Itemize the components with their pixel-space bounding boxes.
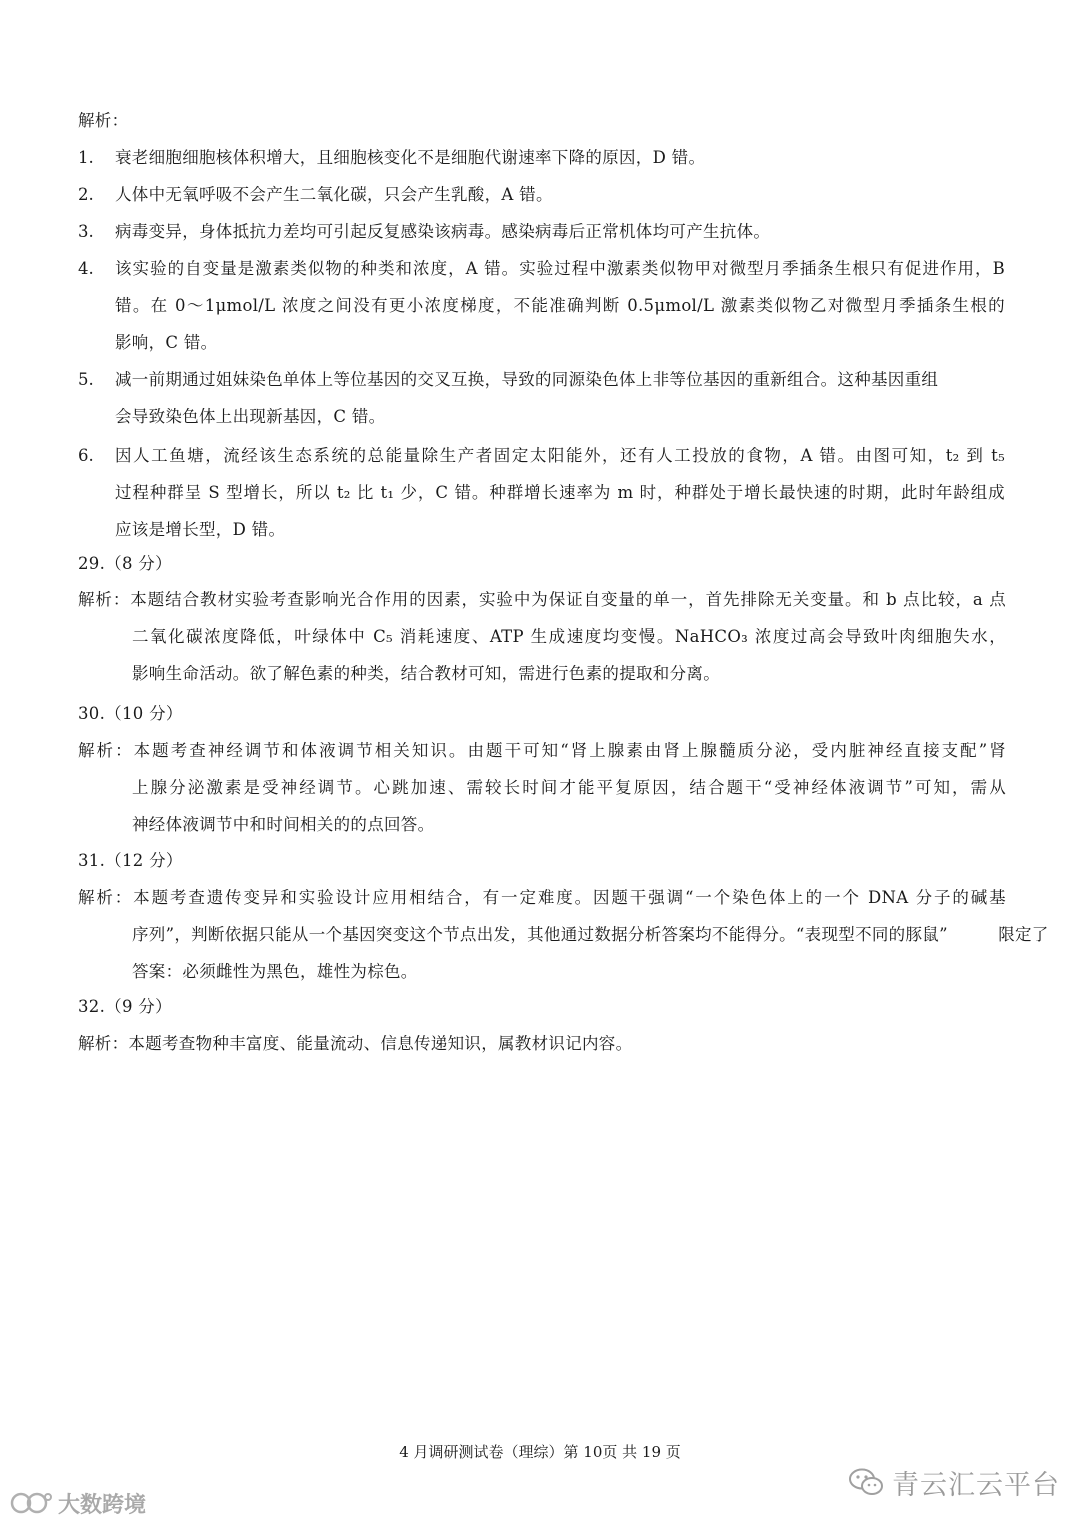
item-text: 影响，C 错。: [115, 333, 218, 352]
item-number: 6.: [78, 446, 94, 465]
analysis-text: 解析：本题考查物种丰富度、能量流动、信息传递知识，属教材识记内容。: [78, 1034, 633, 1053]
platform-watermark: [848, 1462, 1060, 1502]
question-title: 30.（10 分）: [78, 704, 183, 723]
question-title: 29.（8 分）: [78, 554, 172, 573]
item-number: 1.: [78, 148, 94, 167]
analysis-text: 上腺分泌激素是受神经调节。心跳加速、需较长时间才能平复原因，结合题干“受神经体液调节”可知，需从: [132, 778, 1006, 797]
item-number: 4.: [78, 259, 94, 278]
item-text: 该实验的自变量是激素类似物的种类和浓度，A 错。实验过程中激素类似物甲对微型月季插条生根只有促进作用，B: [115, 259, 1005, 278]
analysis-text: 解析：本题结合教材实验考查影响光合作用的因素，实验中为保证自变量的单一，首先排除无关变量。和 b 点比较，a 点: [78, 590, 1006, 609]
item-text: 因人工鱼塘，流经该生态系统的总能量除生产者固定太阳能外，还有人工投放的食物，A 错。由图可知，t₂ 到 t₅: [115, 446, 1005, 465]
analysis-text: 答案：必须雌性为黑色，雄性为棕色。: [132, 962, 418, 981]
wechat-icon: [848, 1467, 884, 1497]
item-text: 会导致染色体上出现新基因，C 错。: [115, 407, 386, 426]
watermark-text: 大数跨境: [58, 1492, 147, 1518]
analysis-text: 序列”，判断依据只能从一个基因突变这个节点出发，其他通过数据分析答案均不能得分。“表现型不同的豚鼠” 限定了: [132, 925, 1049, 944]
item-text: 减一前期通过姐妹染色单体上等位基因的交叉互换，导致的同源染色体上非等位基因的重新组合。这种基因重组: [115, 370, 939, 389]
analysis-text: 解析：本题考查神经调节和体液调节相关知识。由题干可知“肾上腺素由肾上腺髓质分泌，受内脏神经直接支配”肾: [78, 741, 1006, 760]
item-text: 病毒变异，身体抵抗力差均可引起反复感染该病毒。感染病毒后正常机体均可产生抗体。: [115, 222, 771, 241]
analysis-text: 神经体液调节中和时间相关的的点回答。: [132, 815, 435, 834]
item-number: 2.: [78, 185, 94, 204]
item-text: 衰老细胞细胞核体积增大，且细胞核变化不是细胞代谢速率下降的原因，D 错。: [115, 148, 706, 167]
watermark-text: 青云汇云平台: [892, 1469, 1060, 1501]
section-heading: 解析：: [78, 111, 129, 130]
analysis-text: 解析：本题考查遗传变异和实验设计应用相结合，有一定难度。因题干强调“一个染色体上的一个 DNA 分子的碱基: [78, 888, 1006, 907]
item-number: 3.: [78, 222, 94, 241]
item-number: 5.: [78, 370, 94, 389]
question-title: 32.（9 分）: [78, 997, 172, 1016]
brand-watermark: [8, 1486, 146, 1520]
brand-logo-icon: [8, 1490, 54, 1516]
item-text: 错。在 0～1μmol/L 浓度之间没有更小浓度梯度，不能准确判断 0.5μmol/L 激素类似物乙对微型月季插条生根的: [115, 296, 1005, 315]
item-text: 人体中无氧呼吸不会产生二氧化碳，只会产生乳酸，A 错。: [115, 185, 553, 204]
analysis-text: 影响生命活动。欲了解色素的种类，结合教材可知，需进行色素的提取和分离。: [132, 664, 720, 683]
item-text: 过程种群呈 S 型增长，所以 t₂ 比 t₁ 少，C 错。种群增长速率为 m 时，种群处于增长最快速的时期，此时年龄组成: [115, 483, 1005, 502]
question-title: 31.（12 分）: [78, 851, 183, 870]
page-footer: 4 月调研测试卷（理综）第 10页 共 19 页: [399, 1443, 681, 1461]
item-text: 应该是增长型，D 错。: [115, 520, 286, 539]
analysis-text: 二氧化碳浓度降低，叶绿体中 C₅ 消耗速度、ATP 生成速度均变慢。NaHCO₃ 浓度过高会导致叶肉细胞失水，: [132, 627, 1006, 646]
